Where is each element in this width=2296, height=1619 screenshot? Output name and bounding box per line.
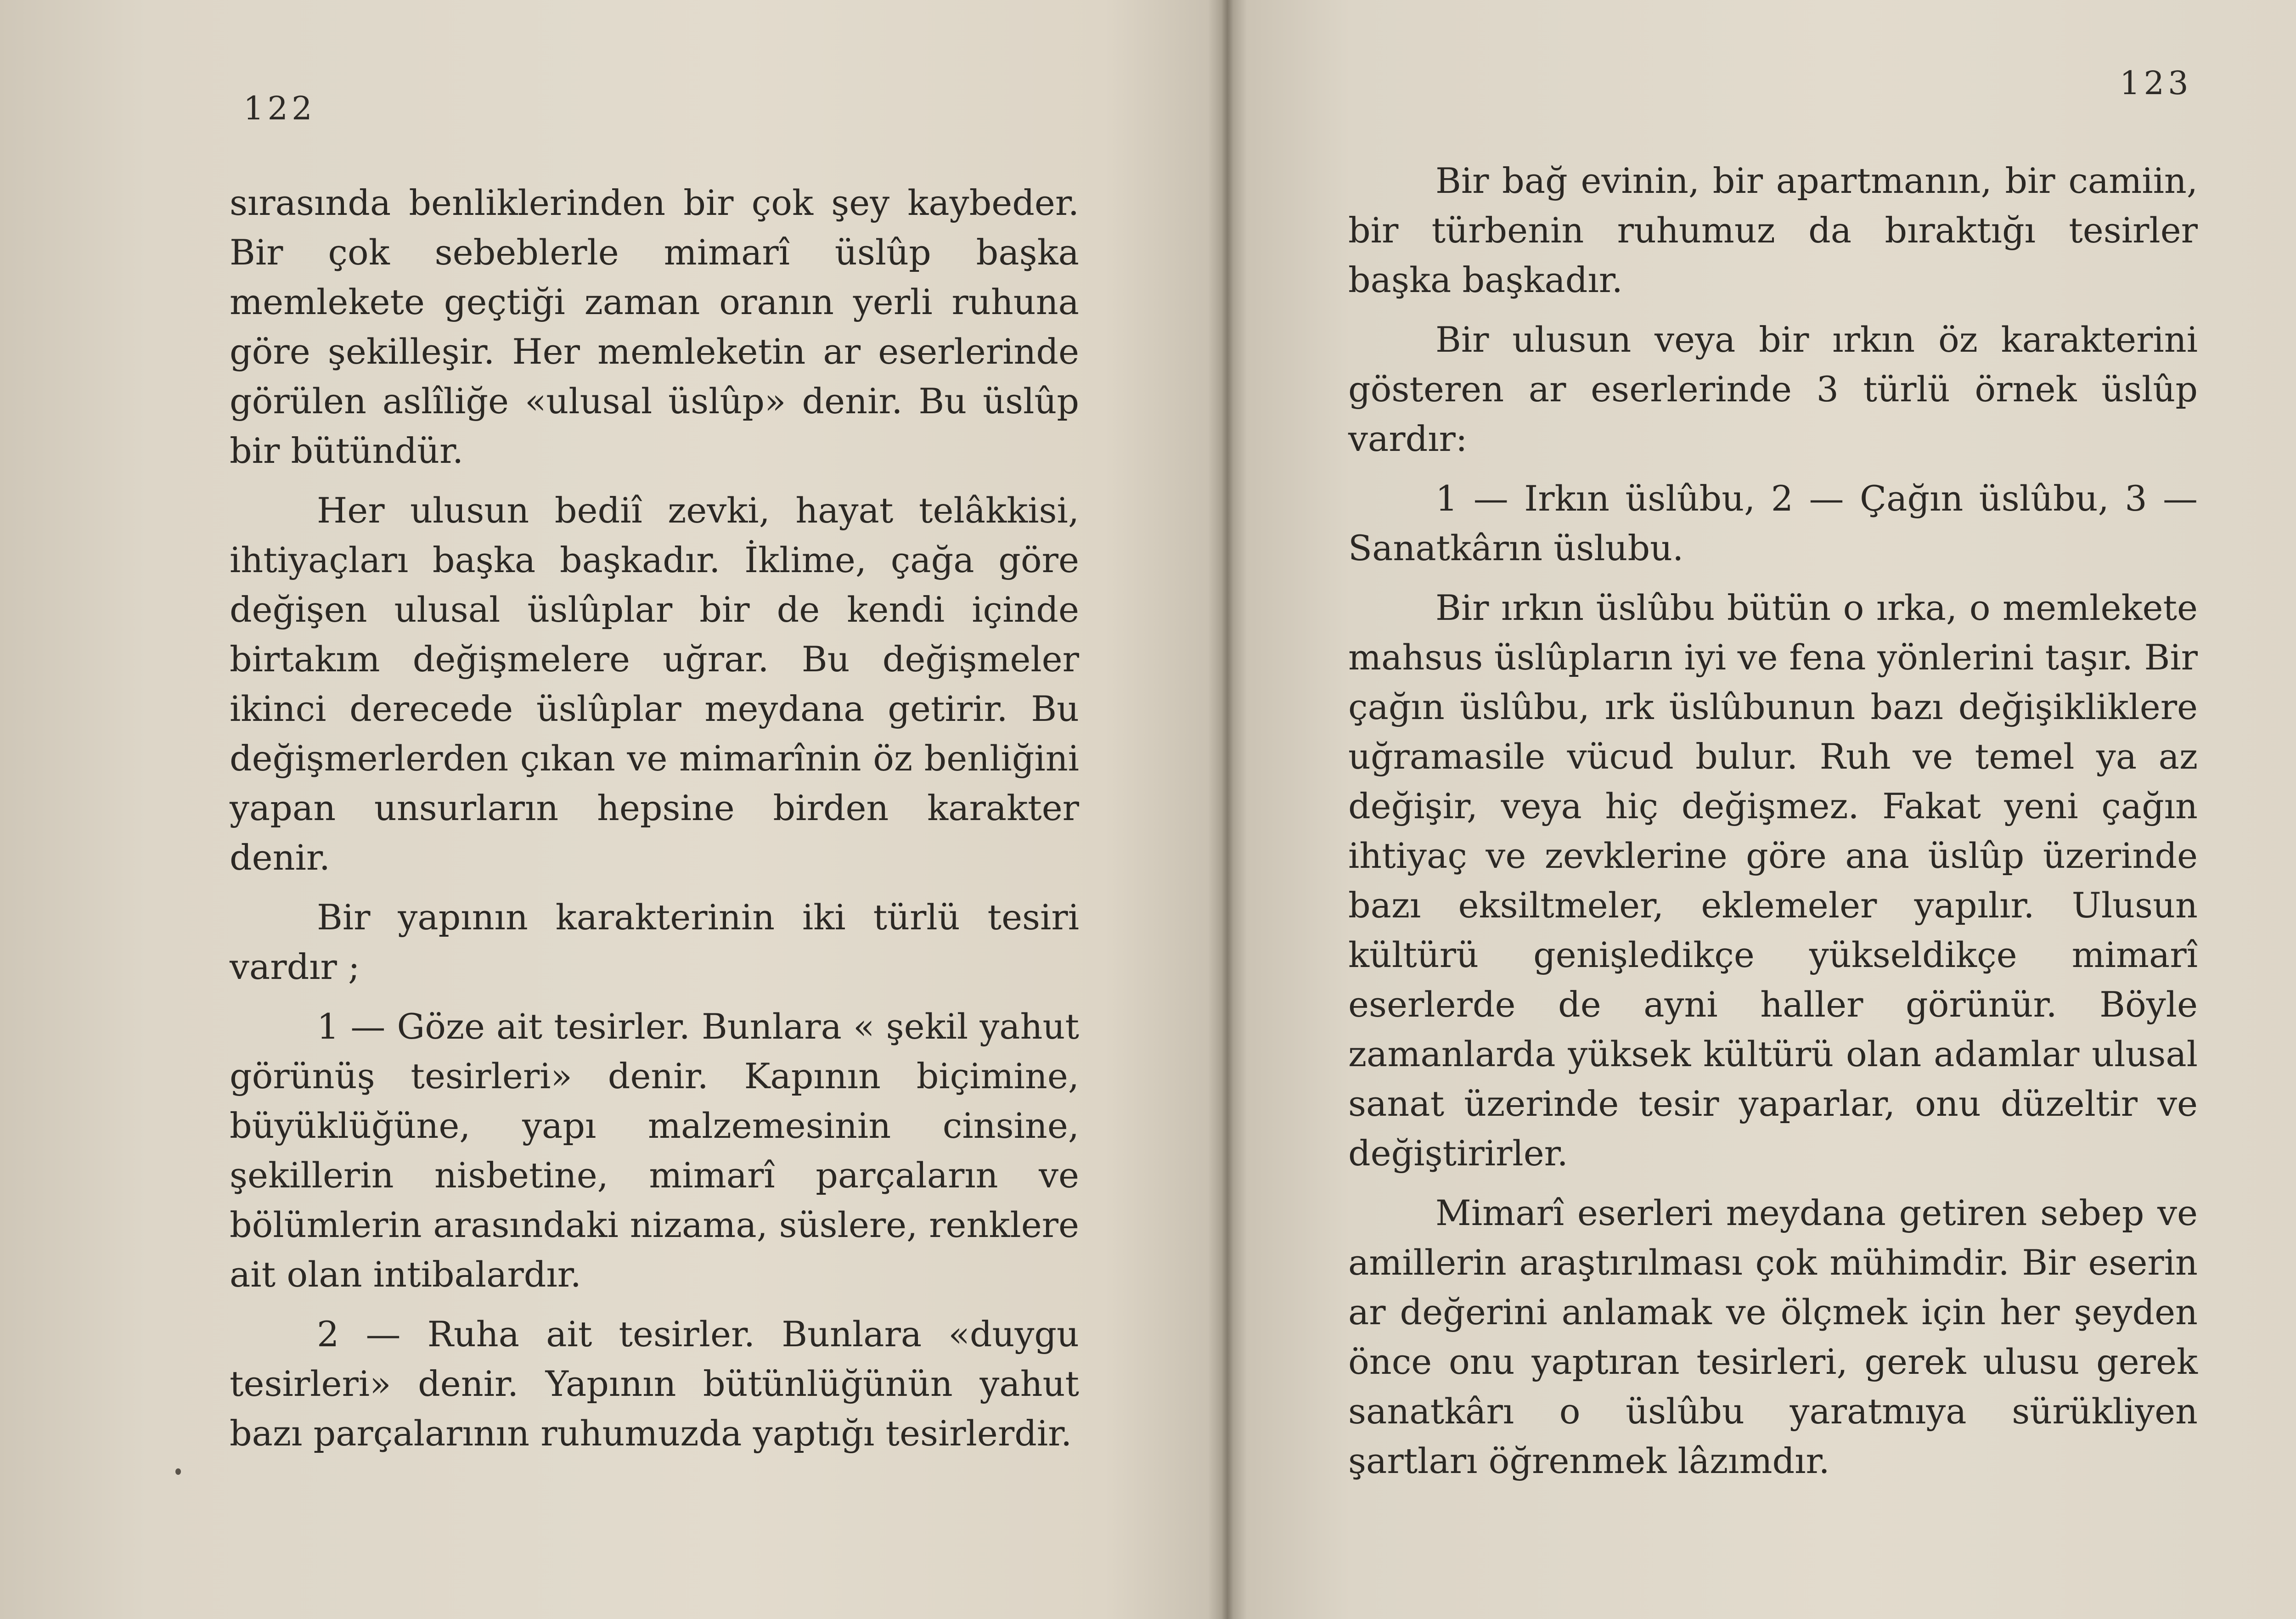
page-text: [230, 178, 1079, 1468]
page-number: 123: [2120, 64, 2192, 102]
paper-speck: [175, 1468, 181, 1475]
paragraph: Bir yapının karakterinin iki türlü tesiri vardır ;: [230, 897, 1079, 987]
paragraph: Her ulusun bediî zevki, hayat telâkkisi, ihtiyaçları başka başkadır. İklime, çağa göre değişen ulusal üslûplar bir de kendi içinde birtakım değişmelere uğrar. Bu değişmeler ikinci derecede üslûplar meydana getirir. Bu değişmerlerden çıkan ve mimarînin öz benliğini yapan unsurların hepsine birden karakter denir.: [230, 490, 1079, 878]
paragraph: 1 — Irkın üslûbu, 2 — Çağın üslûbu, 3 — Sanatkârın üslubu.: [1348, 478, 2198, 568]
paragraph: Bir ırkın üslûbu bütün o ırka, o memlekete mahsus üslûpların iyi ve fena yönlerini taşır. Bir çağın üslûbu, ırk üslûbunun bazı değişikliklere uğramasile vücud bulur. Ruh ve temel ya az değişir, veya hiç değişmez. Fakat yeni çağın ihtiyaç ve zevklerine göre ana üslûp üzerinde bazı eksiltmeler, eklemeler yapılır. Ulusun kültürü genişledikçe yükseldikçe mimarî eserlerde de ayni haller görünür. Böyle zamanlarda yüksek kültürü olan adamlar ulusal sanat üzerinde tesir yaparlar, onu düzeltir ve değiştirirler.: [1348, 587, 2198, 1174]
paragraph: 2 — Ruha ait tesirler. Bunlara «duygu tesirleri» denir. Yapının bütünlüğünün yahut bazı parçalarının ruhumuzda yaptığı tesirlerdir.: [230, 1314, 1079, 1454]
paragraph: Bir ulusun veya bir ırkın öz karakterini gösteren ar eserlerinde 3 türlü örnek üslûp vardır:: [1348, 319, 2198, 459]
paragraph: sırasında benliklerinden bir çok şey kaybeder. Bir çok sebeblerle mimarî üslûp başka memlekete geçtiği zaman oranın yerli ruhuna göre şekilleşir. Her memleketin ar eserlerinde görülen aslîliğe «ulusal üslûp» denir. Bu üslûp bir bütündür.: [230, 182, 1079, 471]
paragraph: Mimarî eserleri meydana getiren sebep ve amillerin araştırılması çok mühimdir. Bir eserin ar değerini anlamak ve ölçmek için her şeyden önce onu yaptıran tesirleri, gerek ulusu gerek sanatkârı o üslûbu yaratmıya sürükliyen şartları öğrenmek lâzımdır.: [1348, 1192, 2198, 1481]
book-gutter: [1221, 0, 1233, 1619]
page-number: 122: [243, 90, 316, 127]
paragraph: 1 — Göze ait tesirler. Bunlara « şekil yahut görünüş tesirleri» denir. Kapının biçimine, büyüklüğüne, yapı malzemesinin cinsine, şekillerin nisbetine, mimarî parçaların ve bölümlerin arasındaki nizama, süslere, renklere ait olan intibalardır.: [230, 1006, 1079, 1295]
page-text: [1348, 156, 2198, 1496]
paragraph: Bir bağ evinin, bir apartmanın, bir camiin, bir türbenin ruhumuz da bıraktığı tesirler başka başkadır.: [1348, 160, 2198, 300]
right-page: [1233, 0, 2296, 1619]
